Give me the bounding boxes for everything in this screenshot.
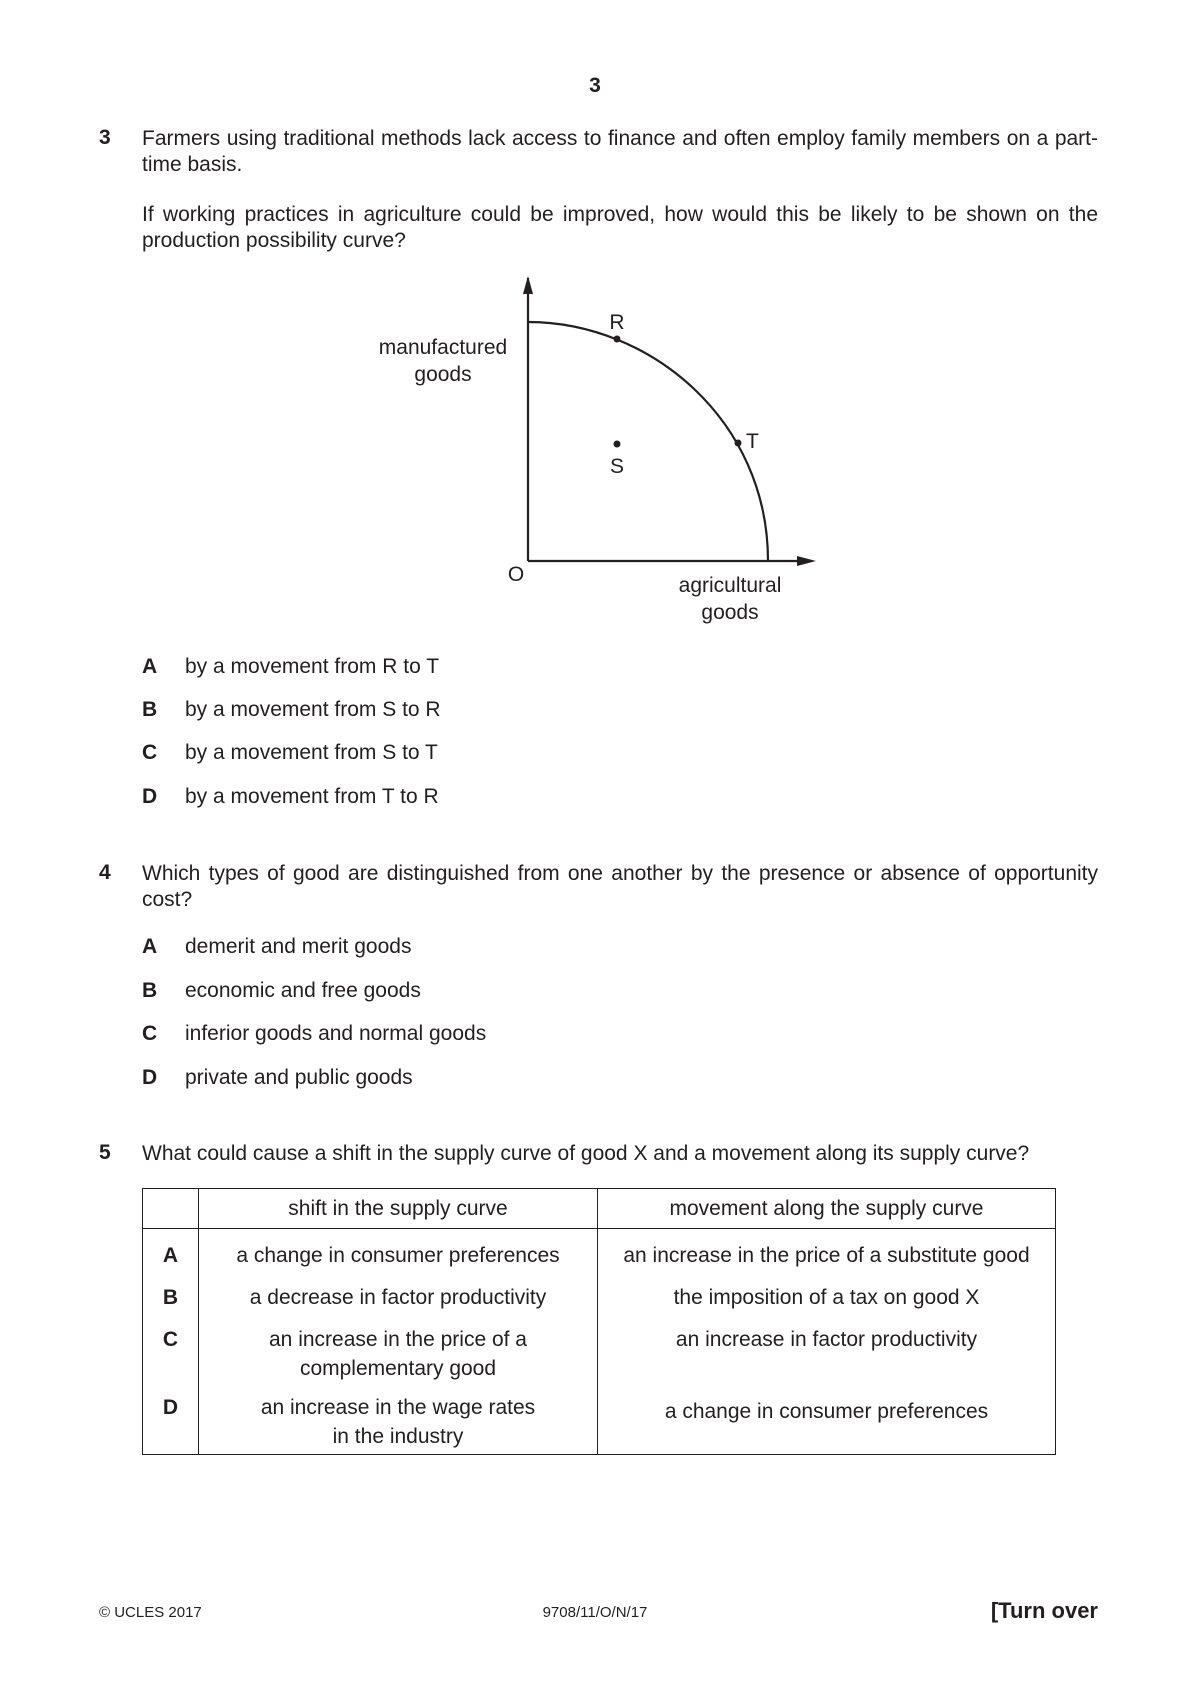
table-row-shift-line2: complementary good xyxy=(299,1357,497,1380)
table-header-row xyxy=(143,1189,1056,1229)
question-5-text: What could cause a shift in the supply curve of good X and a movement along its supply curve? xyxy=(142,1142,1030,1165)
table-row xyxy=(143,1312,1056,1383)
point-r-dot xyxy=(614,336,621,343)
q5-options-table xyxy=(142,1188,1056,1455)
q3-option-a-letter: A xyxy=(142,655,158,678)
q4-option-d-text: private and public goods xyxy=(185,1066,413,1089)
y-axis-arrow xyxy=(523,276,533,294)
footer-copyright: © UCLES 2017 xyxy=(99,1604,202,1621)
question-4-number: 4 xyxy=(99,861,111,884)
q4-option-b-text: economic and free goods xyxy=(185,979,421,1002)
table-row-shift xyxy=(199,1312,598,1383)
x-axis-arrow xyxy=(797,556,816,566)
origin-label: O xyxy=(507,563,525,586)
ppc-diagram xyxy=(0,0,1190,640)
q4-option-b-letter: B xyxy=(142,979,158,1002)
q4-option-a-letter: A xyxy=(142,935,158,958)
footer-paper-code: 9708/11/O/N/17 xyxy=(542,1604,648,1621)
table-row-movement: the imposition of a tax on good X xyxy=(598,1270,1056,1312)
question-3-number: 3 xyxy=(99,126,111,149)
table-header-movement: movement along the supply curve xyxy=(598,1189,1056,1229)
footer-turn-over: [Turn over xyxy=(990,1598,1098,1623)
table-row-shift xyxy=(199,1383,598,1455)
table-header-letter xyxy=(143,1189,199,1229)
table-row-movement: an increase in factor productivity xyxy=(598,1312,1056,1383)
table-row-letter: A xyxy=(143,1229,199,1271)
table-row-movement: a change in consumer preferences xyxy=(598,1383,1056,1455)
x-axis-label-line2: goods xyxy=(701,601,759,624)
table-row xyxy=(143,1270,1056,1312)
table-row xyxy=(143,1383,1056,1455)
q3-option-c-letter: C xyxy=(142,741,158,764)
q3-option-d-text: by a movement from T to R xyxy=(185,785,439,808)
table-row-shift-line1: an increase in the price of a xyxy=(269,1328,527,1351)
point-t-label: T xyxy=(746,430,759,453)
table-row-letter: B xyxy=(143,1270,199,1312)
q4-option-c-text: inferior goods and normal goods xyxy=(185,1022,487,1045)
q4-option-a-text: demerit and merit goods xyxy=(185,935,412,958)
question-5-number: 5 xyxy=(99,1141,111,1164)
table-row-shift-line2: in the industry xyxy=(332,1425,464,1448)
question-4-text: Which types of good are distinguished from one another by the presence or absence of opportunity cost? xyxy=(142,862,1098,911)
q4-option-d-letter: D xyxy=(142,1066,158,1089)
question-3-text-2: If working practices in agriculture could be improved, how would this be likely to be shown on the production possibility curve? xyxy=(142,203,1098,252)
q4-option-c-letter: C xyxy=(142,1022,158,1045)
q3-option-d-letter: D xyxy=(142,785,158,808)
q3-option-b-letter: B xyxy=(142,698,158,721)
q3-option-a-text: by a movement from R to T xyxy=(185,655,440,678)
q3-option-b-text: by a movement from S to R xyxy=(185,698,441,721)
point-t-dot xyxy=(735,440,742,447)
page-number: 3 xyxy=(589,74,601,97)
point-s-dot xyxy=(614,441,621,448)
point-r-label: R xyxy=(609,311,625,334)
table-row-shift: a change in consumer preferences xyxy=(199,1229,598,1271)
ppc-curve xyxy=(528,322,768,561)
table-row-letter: D xyxy=(143,1383,199,1455)
table-header-shift: shift in the supply curve xyxy=(199,1189,598,1229)
table-row xyxy=(143,1229,1056,1271)
table-row-shift-line1: an increase in the wage rates xyxy=(260,1396,536,1419)
table-row-letter: C xyxy=(143,1312,199,1383)
x-axis-label-line1: agricultural xyxy=(678,574,782,597)
y-axis-label-line2: goods xyxy=(414,363,472,386)
table-row-movement: an increase in the price of a substitute good xyxy=(598,1229,1056,1271)
q3-option-c-text: by a movement from S to T xyxy=(185,741,438,764)
y-axis-label-line1: manufactured xyxy=(378,336,508,359)
table-row-shift: a decrease in factor productivity xyxy=(199,1270,598,1312)
point-s-label: S xyxy=(609,455,625,478)
question-3-text-1: Farmers using traditional methods lack access to finance and often employ family members on a part-time basis. xyxy=(142,127,1098,176)
